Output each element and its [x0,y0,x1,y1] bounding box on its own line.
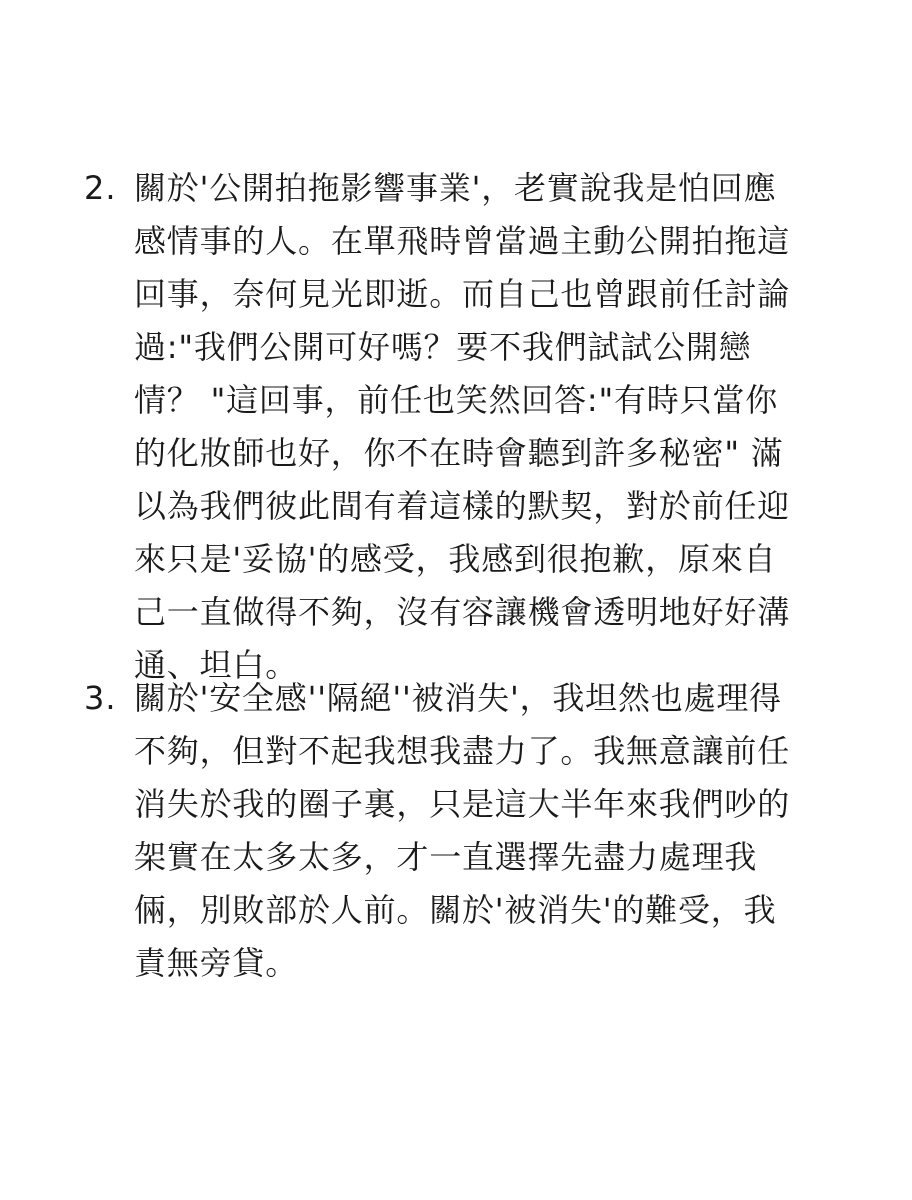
text-line: 感情事的人。在單飛時曾當過主動公開拍拖這 [134,222,791,260]
text-line: 通、坦白。 [134,646,299,684]
text-line: 情？ "這回事，前任也笑然回答:"有時只當你 [134,381,778,419]
item-number: 3. [84,679,117,717]
text-line: 來只是'妥協'的感受，我感到很抱歉，原來自 [134,540,777,578]
text-line: 責無旁貸。 [134,944,299,982]
text-line: 己一直做得不夠，沒有容讓機會透明地好好溝 [134,593,791,631]
text-line: 過:"我們公開可好嗎？要不我們試試公開戀 [134,328,752,366]
text-line: 不夠，但對不起我想我盡力了。我無意讓前任 [134,732,791,770]
text-line: 架實在太多太多，才一直選擇先盡力處理我 [134,838,758,876]
text-line: 回事，奈何見光即逝。而自己也曾跟前任討論 [134,275,791,313]
text-line: 關於'安全感''隔絕''被消失'，我坦然也處理得 [134,679,782,717]
text-line: 倆，別敗部於人前。關於'被消失'的難受，我 [134,891,777,929]
text-line: 關於'公開拍拖影響事業'，老實說我是怕回應 [134,169,777,207]
text-line: 以為我們彼此間有着這樣的默契，對於前任迎 [134,487,791,525]
text-line: 消失於我的圈子裏，只是這大半年來我們吵的 [134,785,791,823]
item-number: 2. [84,169,117,207]
text-line: 的化妝師也好，你不在時會聽到許多秘密" 滿 [134,434,784,472]
